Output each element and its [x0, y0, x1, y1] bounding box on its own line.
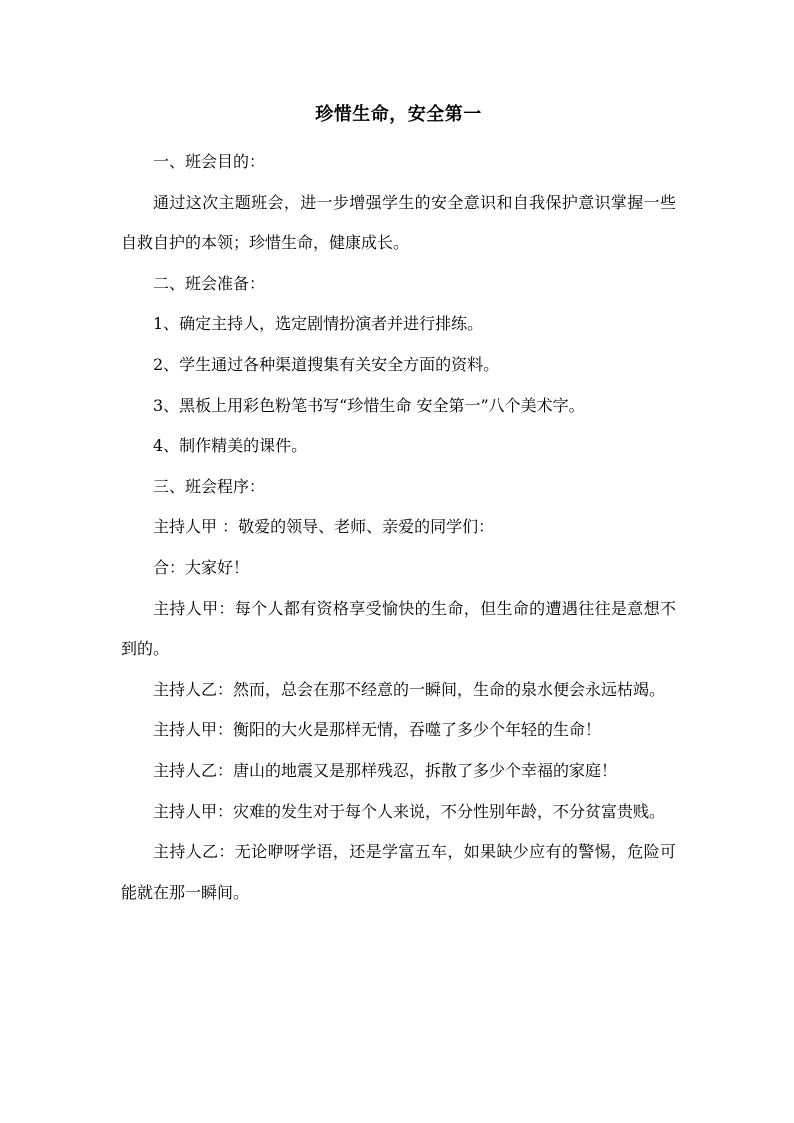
list-item-preparation-3: 3、黑板上用彩色粉笔书写“珍惜生命 安全第一”八个美术字。 [153, 395, 585, 415]
section-heading-preparation: 二、班会准备： [153, 273, 266, 293]
dialogue-line: 主持人甲 ：敬爱的领导、老师、亲爱的同学们： [153, 517, 495, 537]
dialogue-line: 主持人甲：灾难的发生对于每个人来说，不分性别年龄，不分贫富贵贱。 [153, 801, 666, 821]
paragraph-purpose: 通过这次主题班会，进一步增强学生的安全意识和自我保护意识掌握一些自救自护的本领；珍惜生命，健康成长。 [121, 192, 676, 253]
dialogue-line: 主持人乙：无论咿呀学语，还是学富五车，如果缺少应有的警惕，危险可能就在那一瞬间。 [121, 842, 676, 902]
list-item-preparation-4: 4、制作精美的课件。 [153, 436, 308, 456]
dialogue-line: 主持人乙：然而，总会在那不经意的一瞬间，生命的泉水便会永远枯竭。 [153, 679, 666, 699]
dialogue-line: 主持人甲：衡阳的大火是那样无情，吞噬了多少个年轻的生命！ [153, 720, 602, 740]
dialogue-line: 主持人乙：唐山的地震又是那样残忍，拆散了多少个幸福的家庭！ [153, 760, 618, 780]
list-item-preparation-2: 2、学生通过各种渠道搜集有关安全方面的资料。 [153, 354, 500, 374]
section-heading-purpose: 一、班会目的： [153, 152, 266, 171]
dialogue-line: 合：大家好！ [153, 557, 250, 577]
page-title: 珍惜生命，安全第一 [315, 104, 482, 125]
section-heading-procedure: 三、班会程序： [153, 476, 266, 496]
document-body [121, 100, 676, 913]
list-item-preparation-1: 1、确定主持人，选定剧情扮演者并进行排练。 [153, 314, 484, 334]
dialogue-line: 主持人甲：每个人都有资格享受愉快的生命，但生命的遭遇往往是意想不到的。 [121, 598, 676, 659]
